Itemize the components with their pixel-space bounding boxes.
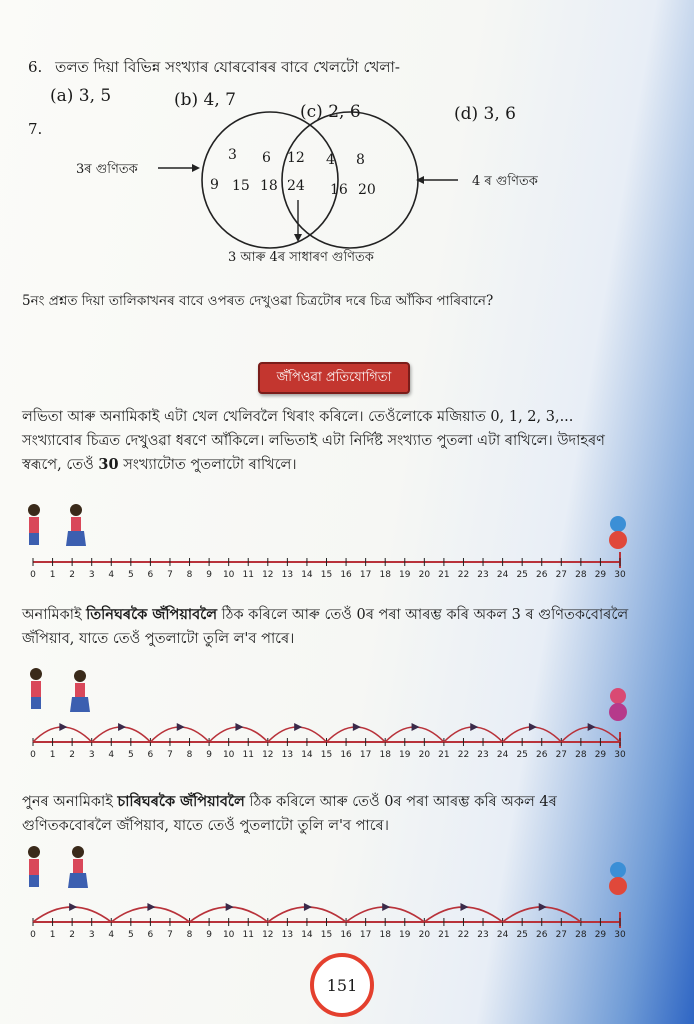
- tick-label: 25: [516, 570, 528, 580]
- venn-value: 6: [262, 150, 271, 166]
- venn-common-value: 12: [287, 150, 305, 166]
- tick-label: 30: [614, 570, 626, 580]
- tick-label: 21: [438, 570, 450, 580]
- tick-label: 28: [575, 750, 587, 760]
- tick-label: 14: [301, 750, 313, 760]
- jump-arrow-head: [412, 723, 420, 731]
- teddy-doll-icon: [609, 516, 627, 549]
- tick-label: 9: [206, 930, 212, 940]
- tick-label: 28: [575, 930, 587, 940]
- jump-arrow-head: [382, 903, 390, 911]
- tick-label: 26: [536, 750, 548, 760]
- paragraph-1: [22, 405, 632, 477]
- tick-label: 23: [477, 930, 489, 940]
- note-text: 5নং প্ৰশ্নত দিয়া তালিকাখনৰ বাবে ওপৰত দেখুওৱা চিত্ৰটোৰ দৰে চিত্ৰ আঁকিব পাৰিবানে?: [22, 293, 494, 309]
- multiples-of-3-label: 3ৰ গুণিতক: [76, 162, 138, 177]
- tick-label: 20: [418, 930, 431, 940]
- option-a: (a) 3, 5: [50, 86, 112, 106]
- tick-label: 0: [30, 570, 36, 580]
- option-c: (c) 2, 6: [300, 102, 361, 122]
- tick-label: 2: [69, 750, 76, 760]
- tick-label: 6: [147, 930, 154, 940]
- tick-label: 4: [108, 750, 115, 760]
- tick-label: 9: [206, 570, 212, 580]
- tick-label: 11: [242, 930, 254, 940]
- tick-label: 16: [340, 930, 352, 940]
- paragraph-2-text: অনামিকাই: [22, 607, 87, 623]
- paragraph-3: [22, 790, 632, 838]
- tick-label: 2: [69, 930, 76, 940]
- tick-label: 20: [418, 750, 431, 760]
- left-arrow-head: [192, 164, 200, 172]
- tick-label: 15: [320, 930, 333, 940]
- tick-label: 11: [242, 750, 254, 760]
- venn-value: 4: [326, 152, 335, 168]
- tick-label: 14: [301, 570, 313, 580]
- jump-arrow-head: [353, 723, 361, 731]
- paragraph-1-text: লভিতা আৰু অনামিকাই এটা খেল খেলিবলৈ থিৰাং কৰিলে। তেওঁলোকে মজিয়াত 0, 1, 2, 3,... সংখ্যাবোৰ চিত্ৰত দেখুওৱা ধৰণে আঁকিলে। লভিতাই এটা নিৰ্দিষ্ট সংখ্যাত পুতলা এটা ৰাখিলে। উদাহৰণ স্বৰূপে, তেওঁ: [22, 409, 605, 473]
- tick-label: 5: [127, 750, 134, 760]
- tick-label: 18: [379, 930, 391, 940]
- question-6-text: তলত দিয়া বিভিন্ন সংখ্যাৰ যোৰবোৰৰ বাবে খেলটো খেলা-: [55, 58, 400, 76]
- venn-value: 3: [228, 147, 237, 163]
- tick-label: 3: [88, 930, 95, 940]
- tick-label: 13: [281, 930, 294, 940]
- tick-label: 24: [496, 750, 509, 760]
- tick-label: 3: [88, 750, 95, 760]
- tick-label: 7: [167, 570, 173, 580]
- number-line-2: [0, 660, 694, 760]
- teddy-doll-icon: [609, 688, 627, 721]
- tick-label: 20: [418, 570, 431, 580]
- tick-label: 10: [222, 570, 235, 580]
- section-banner: জঁপিওৱা প্ৰতিযোগিতা: [258, 362, 410, 394]
- jump-arrow-head: [539, 903, 547, 911]
- teddy-doll-icon: [609, 862, 627, 895]
- multiples-of-4-label: 4 ৰ গুণিতক: [472, 174, 538, 189]
- jump-arrow-head: [529, 723, 537, 731]
- number-line-1: [0, 490, 694, 580]
- paragraph-1-text-end: সংখ্যাটোত পুতলাটো ৰাখিলে।: [118, 457, 297, 473]
- jump-arrow-head: [226, 903, 234, 911]
- tick-label: 9: [206, 750, 212, 760]
- tick-label: 18: [379, 570, 391, 580]
- option-d: (d) 3, 6: [454, 104, 516, 124]
- jump-arrow-head: [304, 903, 312, 911]
- jump-arrow-head: [147, 903, 155, 911]
- tick-label: 10: [222, 930, 235, 940]
- jump-arrow-head: [177, 723, 185, 731]
- tick-label: 0: [30, 930, 36, 940]
- girl-figure-1: [28, 846, 40, 887]
- tick-label: 3: [88, 570, 95, 580]
- girl-figure-2: [68, 846, 88, 888]
- tick-label: 22: [457, 570, 470, 580]
- tick-label: 14: [301, 930, 313, 940]
- tick-label: 16: [340, 750, 352, 760]
- tick-label: 17: [359, 750, 372, 760]
- paragraph-1-bold: 30: [98, 456, 119, 473]
- common-multiples-label: 3 আৰু 4ৰ সাধাৰণ গুণিতক: [228, 250, 374, 265]
- jump-arrow-head: [294, 723, 302, 731]
- jump-arrow-head: [69, 903, 77, 911]
- tick-label: 8: [186, 750, 193, 760]
- tick-label: 7: [167, 750, 173, 760]
- tick-label: 25: [516, 930, 528, 940]
- tick-label: 12: [262, 930, 274, 940]
- tick-label: 1: [49, 930, 56, 940]
- paragraph-3-text-end: ঠিক কৰিলে আৰু তেওঁ 0ৰ পৰা আৰম্ভ কৰি অকল 4ৰ গুণিতকবোৰলৈ জঁপিয়াব, যাতে তেওঁ পুতলাটো তুলি ল'ব পাৰে।: [22, 794, 557, 834]
- tick-label: 6: [147, 570, 154, 580]
- tick-label: 4: [108, 930, 115, 940]
- tick-label: 0: [30, 750, 36, 760]
- tick-label: 26: [536, 930, 548, 940]
- venn-value: 16: [330, 182, 348, 198]
- paragraph-2-bold: তিনিঘৰকৈ জঁপিয়াবলৈ: [86, 606, 218, 623]
- tick-label: 28: [575, 570, 587, 580]
- tick-label: 30: [614, 930, 626, 940]
- girl-figure-2: [70, 670, 90, 712]
- girl-figure-1: [30, 668, 42, 709]
- question-6: [28, 56, 400, 81]
- venn-value: 9: [210, 177, 219, 193]
- venn-common-value: 24: [287, 178, 305, 194]
- option-b: (b) 4, 7: [174, 90, 236, 110]
- tick-label: 16: [340, 570, 352, 580]
- tick-label: 8: [186, 930, 193, 940]
- venn-value: 18: [260, 178, 278, 194]
- number-line-3: [0, 840, 694, 940]
- tick-label: 30: [614, 750, 626, 760]
- tick-label: 2: [69, 570, 76, 580]
- venn-value: 8: [356, 152, 365, 168]
- tick-label: 25: [516, 750, 528, 760]
- tick-label: 23: [477, 750, 489, 760]
- tick-label: 12: [262, 750, 274, 760]
- tick-label: 27: [555, 750, 568, 760]
- tick-label: 11: [242, 570, 254, 580]
- jump-arrow-head: [470, 723, 478, 731]
- tick-label: 27: [555, 570, 568, 580]
- jump-arrow-head: [460, 903, 468, 911]
- tick-label: 26: [536, 570, 548, 580]
- tick-label: 13: [281, 570, 294, 580]
- tick-label: 29: [594, 750, 607, 760]
- tick-label: 6: [147, 750, 154, 760]
- tick-label: 22: [457, 750, 470, 760]
- tick-label: 12: [262, 570, 274, 580]
- tick-label: 7: [167, 930, 173, 940]
- tick-label: 23: [477, 570, 489, 580]
- tick-label: 29: [594, 570, 607, 580]
- jump-arrow-head: [235, 723, 243, 731]
- venn-value: 15: [232, 178, 250, 194]
- tick-label: 13: [281, 750, 294, 760]
- tick-label: 4: [108, 570, 115, 580]
- tick-label: 27: [555, 930, 568, 940]
- tick-label: 22: [457, 930, 470, 940]
- paragraph-3-bold: চাৰিঘৰকৈ জঁপিয়াবলৈ: [117, 793, 245, 810]
- page-number: 151: [310, 953, 374, 1017]
- tick-label: 8: [186, 570, 193, 580]
- tick-label: 5: [127, 570, 134, 580]
- tick-label: 17: [359, 930, 372, 940]
- tick-label: 19: [399, 750, 411, 760]
- tick-label: 21: [438, 750, 450, 760]
- tick-label: 15: [320, 750, 333, 760]
- paragraph-2-text-end: ঠিক কৰিলে আৰু তেওঁ 0ৰ পৰা আৰম্ভ কৰি অকল 3 ৰ গুণিতকবোৰলৈ জঁপিয়াব, যাতে তেওঁ পুতলাটো তুলি ল'ব পাৰে।: [22, 607, 629, 647]
- tick-label: 10: [222, 750, 235, 760]
- girl-figure-2: [66, 504, 86, 546]
- tick-label: 1: [49, 570, 56, 580]
- venn-value: 20: [358, 182, 376, 198]
- tick-label: 19: [399, 930, 411, 940]
- tick-label: 17: [359, 570, 372, 580]
- tick-label: 19: [399, 570, 411, 580]
- jump-arrow-head: [59, 723, 67, 731]
- tick-label: 1: [49, 750, 56, 760]
- girl-figure-1: [28, 504, 40, 545]
- question-7-number: 7.: [28, 120, 43, 138]
- paragraph-2: [22, 603, 632, 651]
- tick-label: 29: [594, 930, 607, 940]
- tick-label: 18: [379, 750, 391, 760]
- tick-label: 5: [127, 930, 134, 940]
- paragraph-3-text: পুনৰ অনামিকাই: [22, 794, 118, 810]
- tick-label: 15: [320, 570, 333, 580]
- jump-arrow-head: [118, 723, 126, 731]
- tick-label: 24: [496, 930, 509, 940]
- tick-label: 24: [496, 570, 509, 580]
- question-6-number: 6.: [28, 58, 43, 76]
- tick-label: 21: [438, 930, 450, 940]
- jump-arrow-head: [588, 723, 596, 731]
